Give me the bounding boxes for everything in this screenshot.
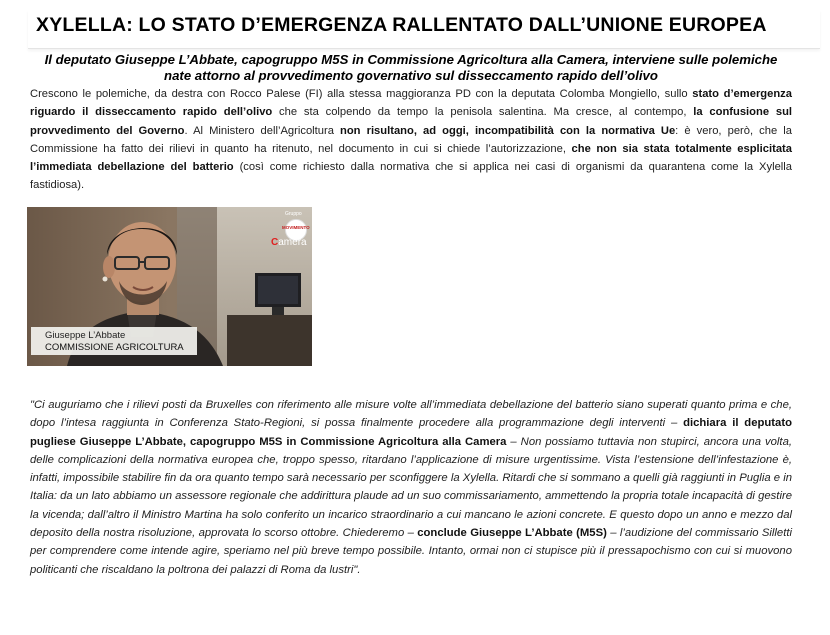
- lead-bold-1: stato d’emergenza riguardo il disseccamento rapido dell’olivo: [30, 88, 792, 119]
- article-subtitle: Il deputato Giuseppe L’Abbate, capogruppo M5S in Commissione Agricoltura alla Camera, interviene sulle polemiche nate attorno al provvedimento governativo sul disseccamento rapido dell’olivo: [44, 52, 778, 83]
- deputy-photo: [27, 207, 312, 366]
- title-bar: [28, 10, 820, 49]
- article-title: XYLELLA: LO STATO D’EMERGENZA RALLENTATO DALL’UNIONE EUROPEA: [36, 14, 767, 36]
- quote-text-1: "Ci auguriamo che i rilievi posti da Bruxelles con riferimento alle misure volte all’immediata debellazione del batterio siano superati quanto prima e che, dopo l’intesa raggiunta in Conferenza Stato-Regioni, si possa finalmente procedere alla programmazione degli interventi –: [30, 399, 792, 430]
- camera-brand: [271, 237, 307, 248]
- lead-text-1: Crescono le polemiche, da destra con Rocco Palese (FI) alla stessa maggioranza PD con la deputata Colomba Mongiello, sullo: [30, 88, 693, 100]
- quote-bold-1: dichiara il deputato pugliese Giuseppe L’Abbate, capogruppo M5S in Commissione Agricoltura alla Camera: [30, 417, 792, 448]
- caption-name: Giuseppe L’Abbate: [45, 330, 126, 341]
- quote-text-3: – l’audizione del commissario Silletti per comprendere come intende agire, speriamo nel più breve tempo possibile. Intanto, ormai non ci stupisce più il pressapochismo con cui si muovono politicanti che riscaldano la poltrona dei palazzi di Roma da lustri".: [30, 527, 793, 576]
- logo-group-label: Gruppo: [285, 211, 302, 217]
- camera-brand-c: C: [271, 237, 279, 248]
- caption-role: COMMISSIONE AGRICOLTURA: [45, 342, 184, 353]
- m5s-logo-text: MOVIMENTO: [282, 225, 310, 230]
- article-lead: [30, 85, 792, 195]
- lead-bold-4: che non sia stata totalmente esplicitata l’immediata debellazione del batterio: [30, 142, 792, 174]
- lead-text-3: . Al Ministero dell’Agricoltura: [184, 124, 341, 137]
- camera-brand-rest: amera: [278, 237, 307, 248]
- lead-text-4: : è vero, però, che la Commissione ha fatto dei rilievi in quanto ha ritenuto, nel documento in cui si chiede l’autorizzazione,: [30, 124, 792, 155]
- lead-text-5: (così come richiesto dalla normativa che si applica nei casi di organismi da quarantena come la Xylella fastidiosa).: [30, 161, 792, 192]
- photo-caption: [31, 327, 197, 355]
- lead-bold-2: la confusione sul provvedimento del Governo: [30, 106, 793, 137]
- lead-bold-3: non risultano, ad oggi, incompatibilità con la normativa Ue: [340, 124, 676, 137]
- article-quote: [30, 396, 792, 579]
- quote-text-2: – Non possiamo tuttavia non stupirci, ancora una volta, delle complicazioni della normativa europea che, troppo spesso, ritardano l’applicazione di misure urgentissime. Vista l’estensione dell’infestazione è, infatti, impossibile stabilire fin da ora quanto tempo sarà necessario per sconfiggere la Xylella. Ritardi che si sommano a quelli già raggiunti in Puglia e in Italia: da un lato abbiamo un assessore regionale che addirittura plaude ad un suo commissariamento, ammettendo la propria totale incapacità di gestire la vicenda; dall’altro il Ministro Martina ha solo conferito un incarico straordinario a cui mancano le azioni concrete. E questo dopo un anno e mezzo dal deposito della nostra risoluzione, approvata lo scorso ottobre. Chiederemo –: [30, 435, 792, 540]
- quote-bold-2: conclude Giuseppe L’Abbate (M5S): [417, 527, 607, 540]
- lead-text-2: che sta colpendo da tempo la penisola salentina. Ma cresce, al contempo,: [272, 106, 694, 119]
